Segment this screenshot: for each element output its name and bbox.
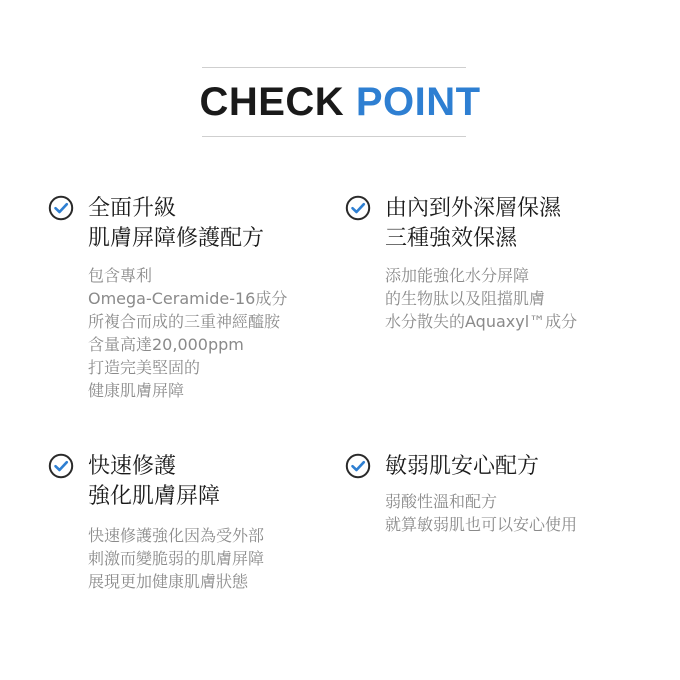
point-description [385, 264, 577, 333]
description-line: 包含專利 [88, 266, 153, 285]
check-circle-icon [48, 453, 74, 479]
description-line: 打造完美堅固的 [88, 358, 201, 377]
description-line: 所複合而成的三重神經醯胺 [88, 312, 281, 331]
description-line: Omega-Ceramide-16成分 [88, 289, 288, 308]
description-line: 展現更加健康肌膚狀態 [88, 572, 249, 591]
point-description [88, 524, 264, 593]
point-title-line: 肌膚屏障修護配方 [88, 226, 265, 251]
check-circle-icon [345, 195, 371, 221]
description-line: 水分散失的Aquaxyl™成分 [385, 312, 578, 331]
point-title-line: 全面升級 [88, 196, 177, 221]
point-title-line: 三種強效保濕 [385, 226, 518, 251]
check-circle-icon [48, 195, 74, 221]
description-line: 健康肌膚屏障 [88, 381, 185, 400]
description-line: 刺激而變脆弱的肌膚屏障 [88, 549, 265, 568]
heading-top-rule [202, 67, 466, 68]
description-line: 的生物肽以及阻擋肌膚 [385, 289, 546, 308]
description-line: 就算敏弱肌也可以安心使用 [385, 515, 578, 534]
description-line: 快速修護強化因為受外部 [88, 526, 265, 545]
check-circle-icon [345, 453, 371, 479]
point-description [385, 490, 577, 536]
description-line: 添加能強化水分屏障 [385, 266, 530, 285]
point-title [385, 194, 561, 254]
description-line: 弱酸性溫和配方 [385, 492, 498, 511]
point-title [385, 452, 539, 482]
point-title-line: 快速修護 [88, 454, 177, 479]
title-word-point: POINT [355, 80, 481, 124]
page-title [0, 78, 680, 126]
point-title-line: 敏弱肌安心配方 [385, 454, 540, 479]
point-title [88, 194, 264, 254]
heading-bottom-rule [202, 136, 466, 137]
point-title-line: 由內到外深層保濕 [385, 196, 562, 221]
title-word-check: CHECK [199, 80, 345, 124]
description-line: 含量高達20,000ppm [88, 335, 244, 354]
point-title [88, 452, 220, 512]
point-title-line: 強化肌膚屏障 [88, 484, 221, 509]
point-description [88, 264, 287, 402]
